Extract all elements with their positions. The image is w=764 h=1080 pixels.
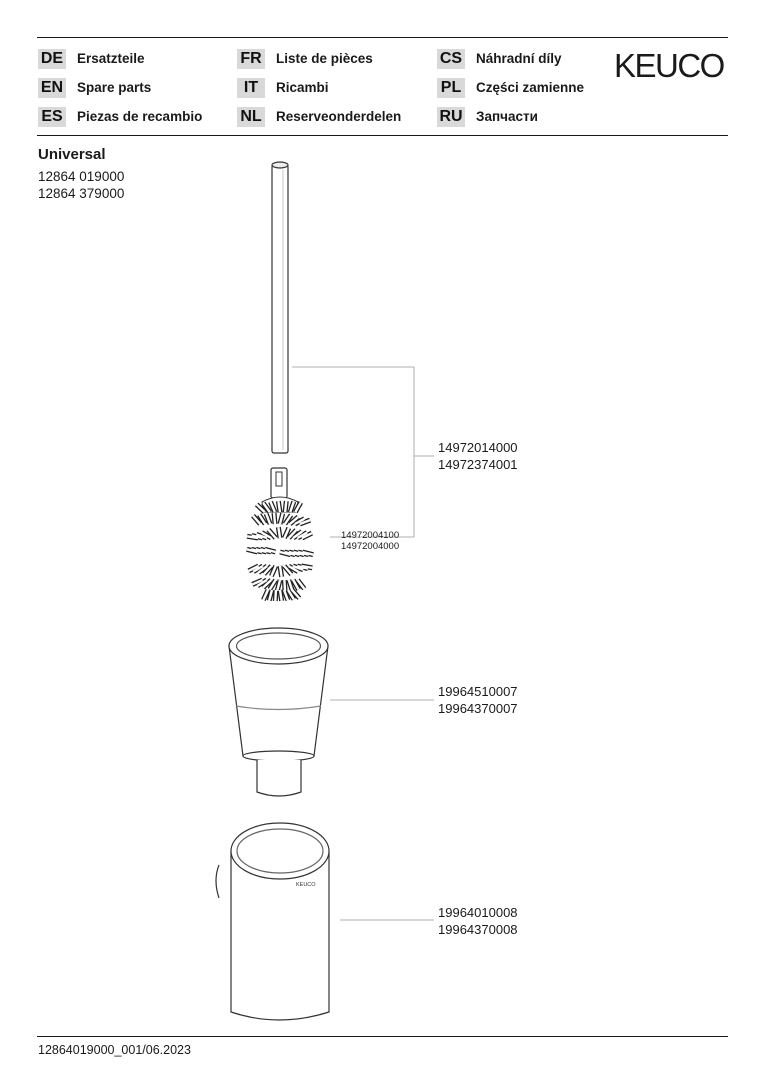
holder-brand-mark: KEUCO xyxy=(296,882,316,888)
bristle-highlight xyxy=(275,590,276,601)
lang-code: ES xyxy=(38,107,66,127)
part-number-brush-head: 14972004100 xyxy=(341,530,400,541)
bristle-highlight xyxy=(278,527,280,538)
part-number-holder: 19964370008 xyxy=(438,922,518,937)
keuco-logo: KEUCO xyxy=(614,47,724,84)
lang-label: Ricambi xyxy=(276,80,329,95)
lang-code: RU xyxy=(437,107,465,127)
lang-label: Części zamienne xyxy=(476,80,585,95)
article-number: 12864 019000 xyxy=(38,169,125,184)
lang-code: PL xyxy=(437,78,465,98)
lang-label: Náhradní díly xyxy=(476,51,562,66)
lang-code: EN xyxy=(38,78,66,98)
lang-code: FR xyxy=(237,49,265,69)
holder-cylinder xyxy=(216,823,329,1020)
brush-head xyxy=(247,468,313,601)
bristle-highlight xyxy=(280,566,282,577)
lang-code: IT xyxy=(237,78,265,98)
lang-code: CS xyxy=(437,49,465,69)
article-number: 12864 379000 xyxy=(38,186,125,201)
bristle-highlight xyxy=(285,501,286,512)
bristle-highlight xyxy=(284,580,285,591)
part-number-brush-head: 14972004000 xyxy=(341,541,400,552)
part-number-handle: 14972014000 xyxy=(438,440,518,455)
brush-handle xyxy=(272,162,288,453)
handle-leader xyxy=(292,367,434,537)
brush-insert-cup xyxy=(229,628,328,796)
part-number-holder: 19964010008 xyxy=(438,905,518,920)
lang-code: DE xyxy=(38,49,66,69)
footer-rule xyxy=(37,1036,728,1037)
bristle-highlight xyxy=(278,501,280,512)
lang-label: Запчасти xyxy=(476,109,538,124)
lang-label: Piezas de recambio xyxy=(77,109,203,124)
part-number-insert: 19964370007 xyxy=(438,701,518,716)
lang-code: NL xyxy=(237,107,265,127)
bristle-highlight xyxy=(274,513,275,524)
part-number-insert: 19964510007 xyxy=(438,684,518,699)
lang-label: Spare parts xyxy=(77,80,152,95)
document-id: 12864019000_001/06.2023 xyxy=(38,1043,191,1057)
bristle-highlight xyxy=(280,590,282,601)
product-title: Universal xyxy=(38,146,106,163)
lang-label: Liste de pièces xyxy=(276,51,373,66)
lang-label: Ersatzteile xyxy=(77,51,145,66)
part-number-handle: 14972374001 xyxy=(438,457,518,472)
lang-label: Reserveonderdelen xyxy=(276,109,402,124)
